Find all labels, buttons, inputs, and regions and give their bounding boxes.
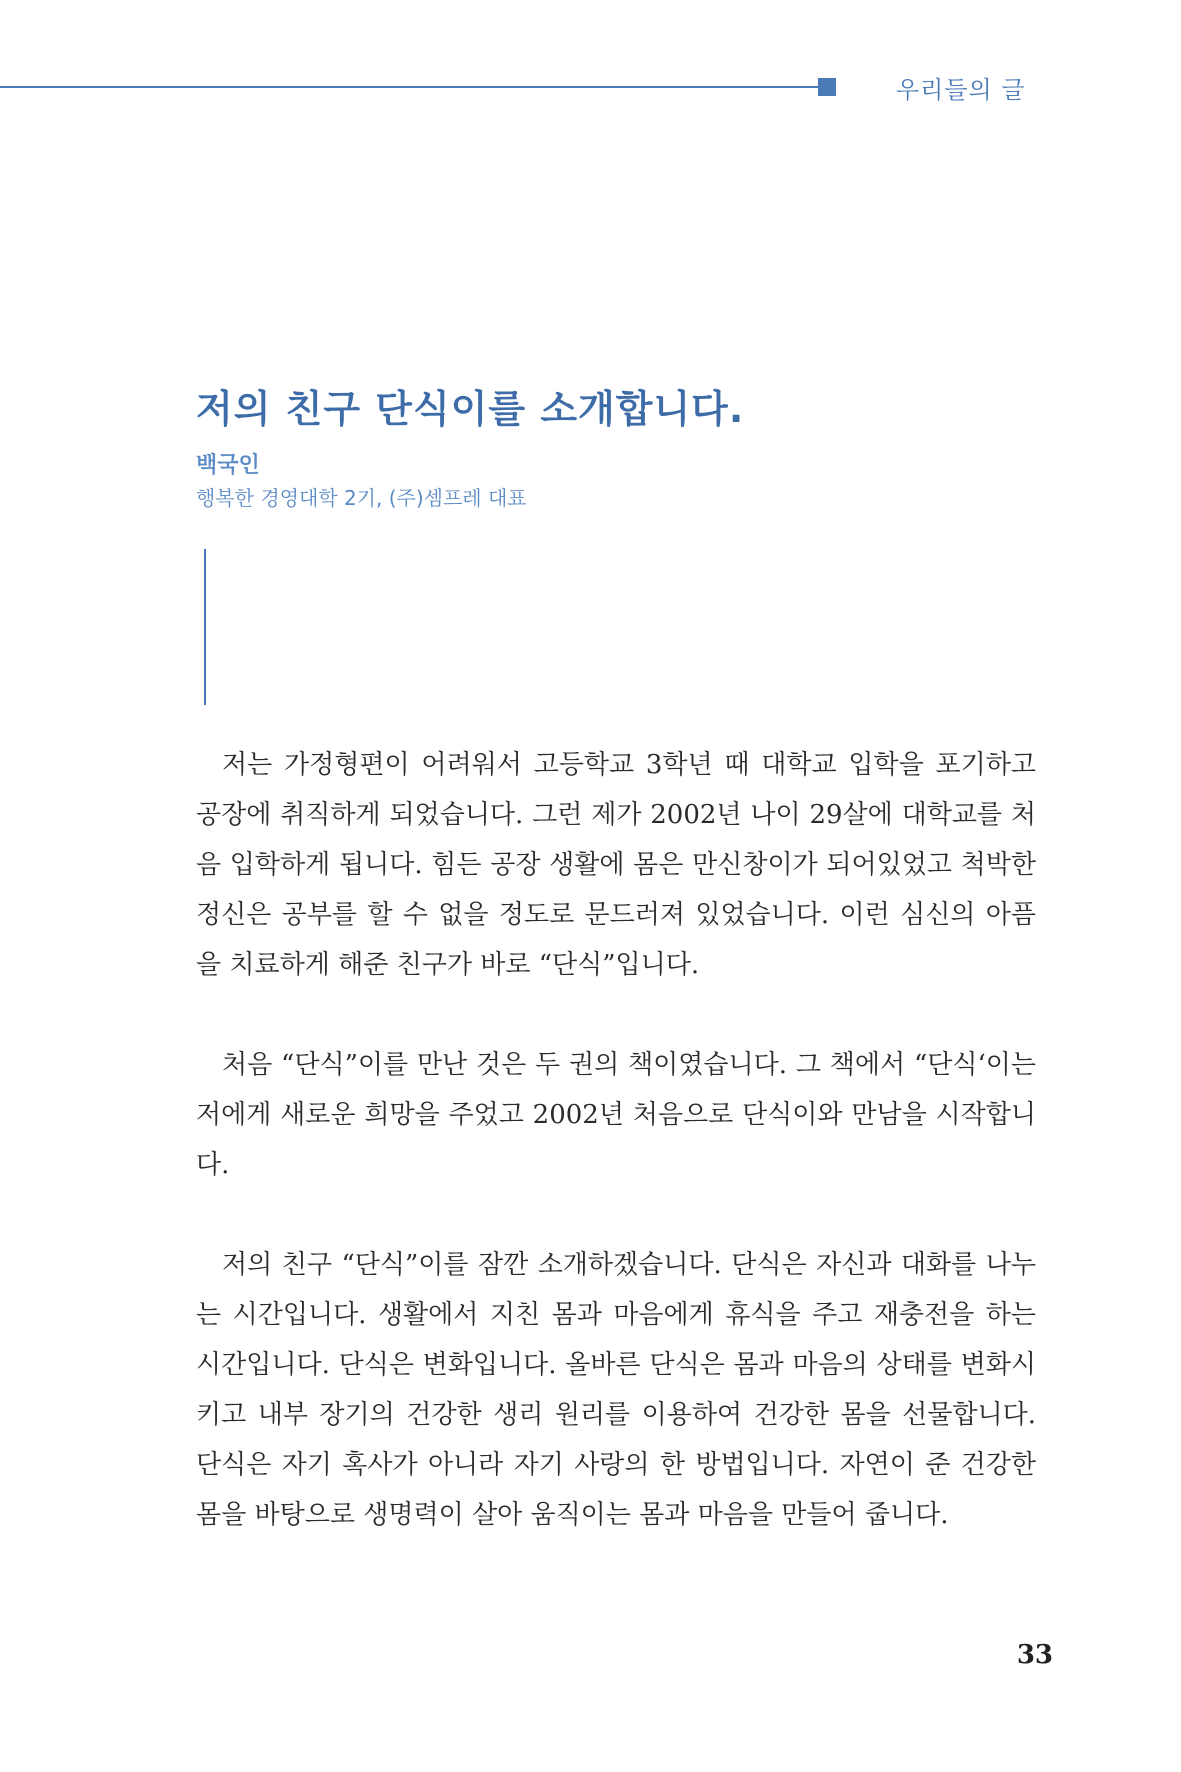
header-square-marker	[818, 78, 836, 96]
page-number: 33	[1016, 1640, 1053, 1670]
author-affiliation: 행복한 경영대학 2기, (주)셈프레 대표	[196, 486, 527, 510]
article-title: 저의 친구 단식이를 소개합니다.	[196, 387, 745, 431]
section-label: 우리들의 글	[896, 76, 1026, 104]
body-paragraph: 저는 가정형편이 어려워서 고등학교 3학년 때 대학교 입학을 포기하고 공장에 취직하게 되었습니다. 그런 제가 2002년 나이 29살에 대학교를 처음 입학하게 됩니다. 힘든 공장 생활에 몸은 만신창이가 되어있었고 척박한 정신은 공부를 할 수 없을 정도로 문드러져 있었습니다. 이런 심신의 아픔을 치료하게 해준 친구가 바로 “단식”입니다.	[196, 750, 1036, 980]
body-paragraph: 처음 “단식”이를 만난 것은 두 권의 책이였습니다. 그 책에서 “단식‘이는 저에게 새로운 희망을 주었고 2002년 처음으로 단식이와 만남을 시작합니다.	[196, 1050, 1036, 1180]
decorative-vertical-rule	[204, 549, 206, 705]
body-paragraph: 저의 친구 “단식”이를 잠깐 소개하겠습니다. 단식은 자신과 대화를 나누는 시간입니다. 생활에서 지친 몸과 마음에게 휴식을 주고 재충전을 하는 시간입니다. 단식은 변화입니다. 올바른 단식은 몸과 마음의 상태를 변화시키고 내부 장기의 건강한 생리 원리를 이용하여 건강한 몸을 선물합니다. 단식은 자기 혹사가 아니라 자기 사랑의 한 방법입니다. 자연이 준 건강한 몸을 바탕으로 생명력이 살아 움직이는 몸과 마음을 만들어 줍니다.	[196, 1250, 1036, 1530]
header-rule	[0, 86, 818, 88]
author-name: 백국인	[196, 453, 260, 478]
article-body	[196, 740, 1036, 1590]
